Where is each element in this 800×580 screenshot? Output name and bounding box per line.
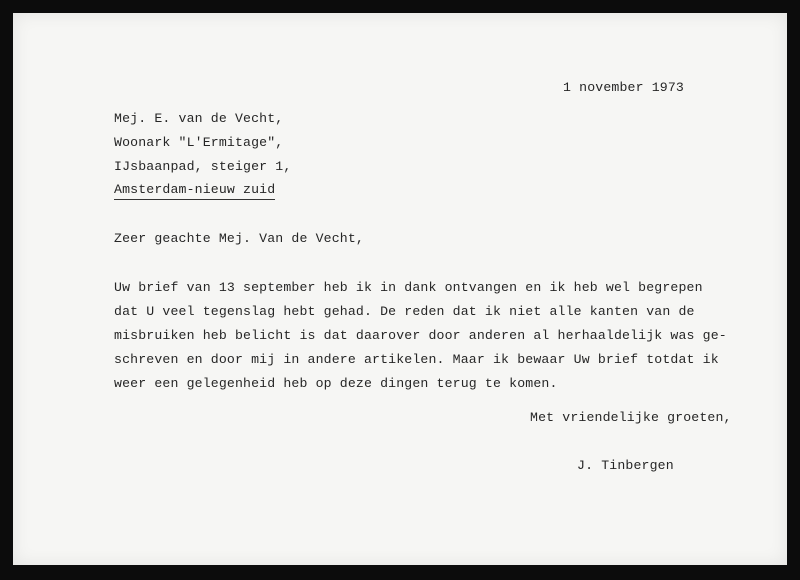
body-line-3: misbruiken heb belicht is dat daarover door anderen al herhaaldelijk was ge- [114,328,727,343]
letter-date: 1 november 1973 [563,80,684,95]
salutation: Zeer geachte Mej. Van de Vecht, [114,231,364,246]
address-line-name: Mej. E. van de Vecht, [114,111,284,126]
address-line-street: IJsbaanpad, steiger 1, [114,159,292,174]
closing: Met vriendelijke groeten, [530,410,732,425]
address-line-houseboat: Woonark "L'Ermitage", [114,135,284,150]
body-line-1: Uw brief van 13 september heb ik in dank ontvangen en ik heb wel begrepen [114,280,703,295]
address-line-city: Amsterdam-nieuw zuid [114,182,275,200]
signature-name: J. Tinbergen [577,458,674,473]
body-line-2: dat U veel tegenslag hebt gehad. De reden dat ik niet alle kanten van de [114,304,695,319]
body-line-5: weer een gelegenheid heb op deze dingen terug te komen. [114,376,558,391]
body-line-4: schreven en door mij in andere artikelen. Maar ik bewaar Uw brief totdat ik [114,352,719,367]
